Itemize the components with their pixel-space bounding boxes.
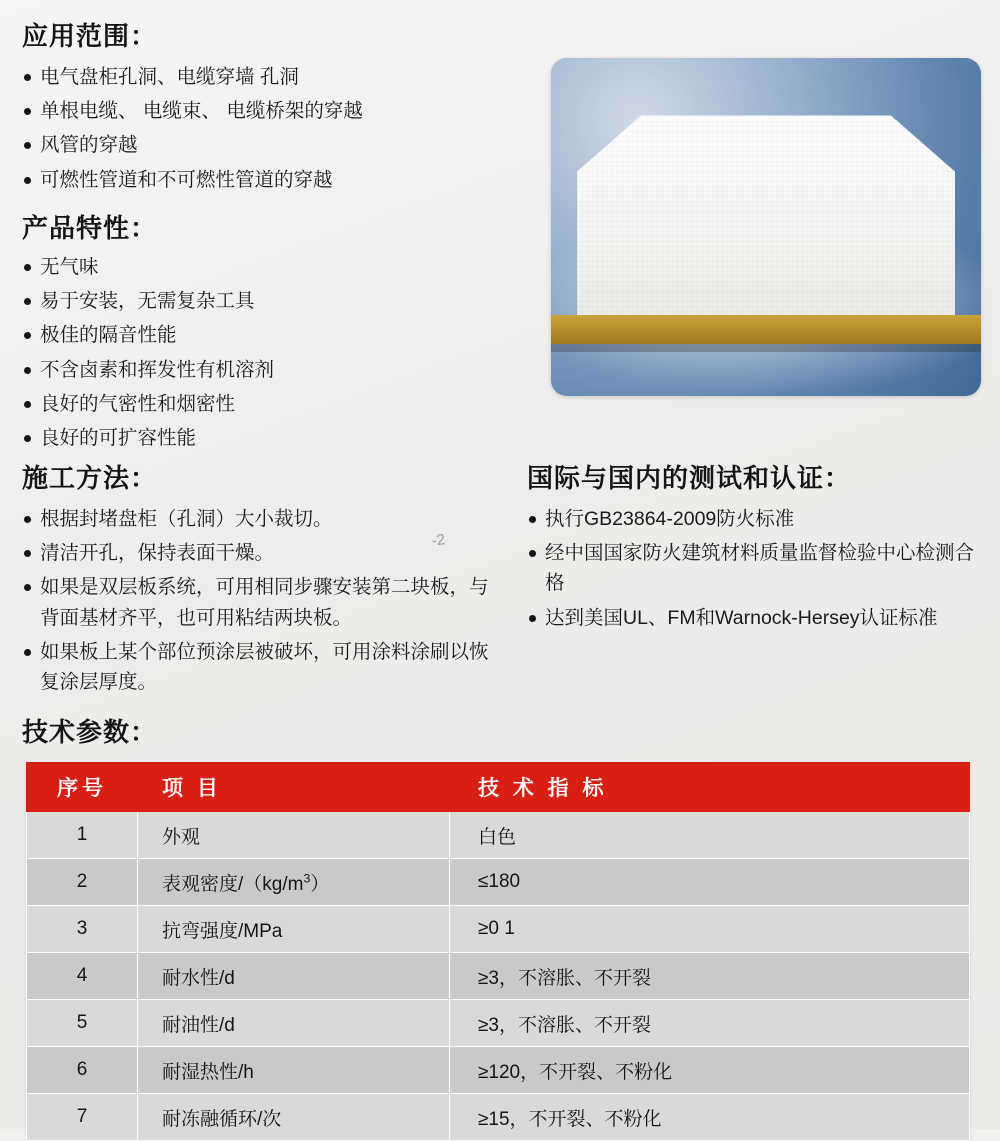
cell-no: 7 <box>27 1094 138 1141</box>
tech-section-title: 技术参数： <box>22 717 158 747</box>
table-header-no: 序号 <box>27 763 138 812</box>
table-row <box>27 1047 970 1094</box>
list-item: 如果是双层板系统，可用相同步骤安装第二块板，与背面基材齐平，也可用粘结两块板。 <box>22 572 492 632</box>
cell-spec: ≥0 1 <box>450 906 970 953</box>
table-row <box>27 1094 970 1141</box>
cell-item: 外观 <box>138 812 450 859</box>
cell-spec: ≥3，不溶胀、不开裂 <box>450 953 970 1000</box>
cell-spec: ≥15，不开裂、不粉化 <box>450 1094 970 1141</box>
paper-smudge: -2 <box>430 531 447 550</box>
list-item: 电气盘柜孔洞、电缆穿墙 孔洞 <box>22 62 522 92</box>
table-row <box>27 812 970 859</box>
list-item: 极佳的隔音性能 <box>22 320 522 350</box>
cell-no: 2 <box>27 859 138 906</box>
list-item: 如果板上某个部位预涂层被破坏，可用涂料涂刷以恢复涂层厚度。 <box>22 637 492 697</box>
cell-no: 4 <box>27 953 138 1000</box>
tech-params-table <box>26 762 970 1141</box>
scope-list <box>22 62 522 199</box>
table-header-spec: 技 术 指 标 <box>450 763 970 812</box>
band-shadow <box>551 344 981 352</box>
cell-no: 1 <box>27 812 138 859</box>
cell-no: 3 <box>27 906 138 953</box>
list-item: 可燃性管道和不可燃性管道的穿越 <box>22 165 522 195</box>
cell-item: 抗弯强度/MPa <box>138 906 450 953</box>
list-item: 良好的可扩容性能 <box>22 423 522 453</box>
table-row <box>27 1000 970 1047</box>
list-item: 执行GB23864-2009防火标准 <box>527 504 987 534</box>
cell-item: 表观密度$/(kg/m^3)$ <box>138 859 450 906</box>
cell-item: 耐湿热性/h <box>138 1047 450 1094</box>
table-row <box>27 906 970 953</box>
cell-item: 耐水性/d <box>138 953 450 1000</box>
product-photo <box>551 58 981 396</box>
fire-board-panel <box>577 115 955 331</box>
cell-item: 耐冻融循环/次 <box>138 1094 450 1141</box>
certification-section-title: 国际与国内的测试和认证： <box>527 463 852 493</box>
list-item: 风管的穿越 <box>22 130 522 160</box>
features-list <box>22 252 522 457</box>
scope-section-title: 应用范围： <box>22 21 158 51</box>
list-item: 清洁开孔，保持表面干燥。 <box>22 538 492 568</box>
method-list <box>22 504 492 701</box>
gold-band <box>551 315 981 344</box>
certification-list <box>527 504 987 637</box>
cell-no: 5 <box>27 1000 138 1047</box>
list-item: 根据封堵盘柜（孔洞）大小裁切。 <box>22 504 492 534</box>
features-section-title: 产品特性： <box>22 213 158 243</box>
cell-no: 6 <box>27 1047 138 1094</box>
method-section-title: 施工方法： <box>22 463 158 493</box>
list-item: 单根电缆、 电缆束、 电缆桥架的穿越 <box>22 96 522 126</box>
table-row <box>27 859 970 906</box>
cell-spec: ≤180 <box>450 859 970 906</box>
cell-item: 耐油性/d <box>138 1000 450 1047</box>
list-item: 不含卤素和挥发性有机溶剂 <box>22 355 522 385</box>
list-item: 良好的气密性和烟密性 <box>22 389 522 419</box>
cell-spec: ≥120，不开裂、不粉化 <box>450 1047 970 1094</box>
list-item: 易于安装，无需复杂工具 <box>22 286 522 316</box>
table-row <box>27 953 970 1000</box>
cell-spec: 白色 <box>450 812 970 859</box>
list-item: 无气味 <box>22 252 522 282</box>
cell-spec: ≥3，不溶胀、不开裂 <box>450 1000 970 1047</box>
list-item: 达到美国UL、FM和Warnock-Hersey认证标准 <box>527 603 987 633</box>
panel-texture <box>577 115 955 331</box>
table-header-item: 项 目 <box>138 763 450 812</box>
list-item: 经中国国家防火建筑材料质量监督检验中心检测合格 <box>527 538 987 598</box>
table-header-row <box>27 763 970 812</box>
